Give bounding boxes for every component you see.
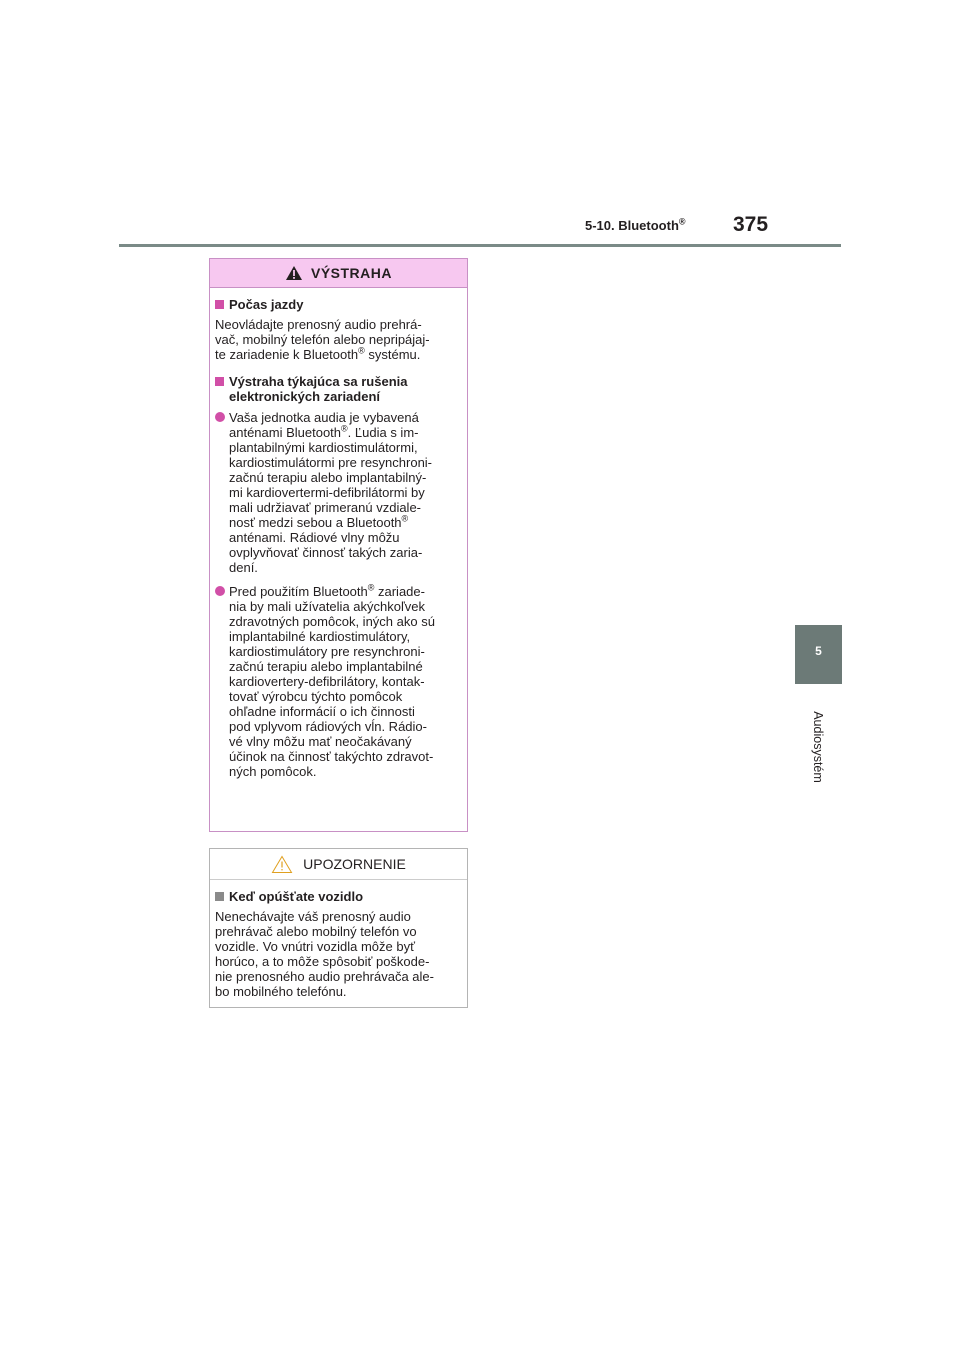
text-line: ohľadne informácií o ich činnosti bbox=[229, 704, 415, 719]
text-fragment: zariade- bbox=[374, 584, 425, 599]
text-fragment: . Ľudia s im- bbox=[347, 425, 419, 440]
subheading-text bbox=[229, 374, 408, 404]
text-line: zdravotných pomôcok, iných ako sú bbox=[229, 614, 435, 629]
bullet-text bbox=[229, 410, 463, 575]
square-bullet-icon bbox=[215, 377, 224, 386]
heading-line: elektronických zariadení bbox=[229, 389, 381, 404]
subheading-driving bbox=[215, 297, 463, 312]
caution-triangle-outline-icon bbox=[271, 855, 293, 874]
section-title bbox=[585, 218, 686, 233]
subheading-interference bbox=[215, 374, 463, 404]
chapter-label: Audiosystém bbox=[811, 711, 825, 783]
text-line: bo mobilného telefónu. bbox=[215, 984, 347, 999]
warning-triangle-icon bbox=[285, 265, 303, 281]
text-line: vač, mobilný telefón alebo nepripájaj- bbox=[215, 332, 430, 347]
warning-title: VÝSTRAHA bbox=[310, 265, 392, 281]
square-bullet-icon bbox=[215, 300, 224, 309]
text-line: začnú terapiu alebo implantabilný- bbox=[229, 470, 427, 485]
text-line: Vaša jednotka audia je vybavená bbox=[229, 410, 419, 425]
subheading-text: Keď opúšťate vozidlo bbox=[229, 889, 364, 904]
text-line: začnú terapiu alebo implantabilné bbox=[229, 659, 423, 674]
registered-mark: ® bbox=[341, 423, 348, 434]
subheading-text: Počas jazdy bbox=[229, 297, 304, 312]
text-line: Neovládajte prenosný audio prehrá- bbox=[215, 317, 422, 332]
text-fragment: te zariadenie k Bluetooth bbox=[215, 347, 359, 362]
header-rule bbox=[119, 244, 841, 247]
text-line: ných pomôcok. bbox=[229, 764, 317, 779]
text-line bbox=[229, 584, 463, 599]
round-bullet-icon bbox=[215, 412, 225, 422]
text-line: tovať výrobcu týchto pomôcok bbox=[229, 689, 403, 704]
text-line: vozidle. Vo vnútri vozidla môže byť bbox=[215, 939, 415, 954]
bullet-item bbox=[215, 584, 463, 779]
registered-mark: ® bbox=[401, 513, 409, 524]
text-line: vé vlny môžu mať neočakávaný bbox=[229, 734, 412, 749]
warning-header bbox=[210, 259, 467, 288]
subheading-leaving bbox=[215, 889, 463, 904]
driving-paragraph bbox=[215, 317, 463, 362]
text-line: účinok na činnosť takýchto zdravot- bbox=[229, 749, 434, 764]
text-line: anténami. Rádiové vlny môžu bbox=[229, 530, 400, 545]
text-line: kardiovertery-defibrilátory, kontak- bbox=[229, 674, 425, 689]
text-fragment: Pred použitím Bluetooth bbox=[229, 584, 368, 599]
caution-box bbox=[209, 848, 468, 1008]
text-line: implantabilné kardiostimulátory, bbox=[229, 629, 411, 644]
text-line: kardiostimulátory pre resynchroni- bbox=[229, 644, 425, 659]
caution-title: UPOZORNENIE bbox=[303, 856, 406, 872]
text-line: nia by mali užívatelia akýchkoľvek bbox=[229, 599, 425, 614]
caution-header bbox=[210, 849, 467, 880]
registered-mark: ® bbox=[358, 345, 365, 356]
text-line: kardiostimulátormi pre resynchroni- bbox=[229, 455, 433, 470]
text-line bbox=[229, 425, 463, 440]
bullet-text bbox=[229, 584, 463, 779]
text-line: dení. bbox=[229, 560, 258, 575]
text-line: Nenechávajte váš prenosný audio bbox=[215, 909, 411, 924]
text-line bbox=[215, 347, 463, 362]
text-fragment: nosť medzi sebou a Bluetooth bbox=[229, 515, 402, 530]
round-bullet-icon bbox=[215, 586, 225, 596]
bullet-item bbox=[215, 410, 463, 575]
registered-mark: ® bbox=[367, 582, 375, 593]
text-fragment: systému. bbox=[364, 347, 421, 362]
warning-content bbox=[210, 288, 467, 779]
caution-content bbox=[210, 880, 467, 999]
text-line: pod vplyvom rádiových vĺn. Rádio- bbox=[229, 719, 427, 734]
page-number: 375 bbox=[733, 213, 769, 236]
caution-paragraph bbox=[215, 909, 463, 999]
text-line: nie prenosného audio prehrávača ale- bbox=[215, 969, 434, 984]
warning-box bbox=[209, 258, 468, 832]
text-line bbox=[229, 515, 463, 530]
text-fragment: anténami Bluetooth bbox=[229, 425, 342, 440]
text-line: horúco, a to môže spôsobiť poškode- bbox=[215, 954, 430, 969]
text-line: ovplyvňovať činnosť takých zaria- bbox=[229, 545, 423, 560]
text-line: mali udržiavať primeranú vzdiale- bbox=[229, 500, 422, 515]
chapter-tab: 5 bbox=[795, 625, 842, 684]
text-line: mi kardiovertermi-defibrilátormi by bbox=[229, 485, 425, 500]
square-bullet-icon bbox=[215, 892, 224, 901]
heading-line: Výstraha týkajúca sa rušenia bbox=[229, 374, 408, 389]
registered-mark: ® bbox=[678, 216, 686, 227]
section-title-text: 5-10. Bluetooth bbox=[585, 218, 679, 233]
text-line: prehrávač alebo mobilný telefón vo bbox=[215, 924, 417, 939]
text-line: plantabilnými kardiostimulátormi, bbox=[229, 440, 418, 455]
